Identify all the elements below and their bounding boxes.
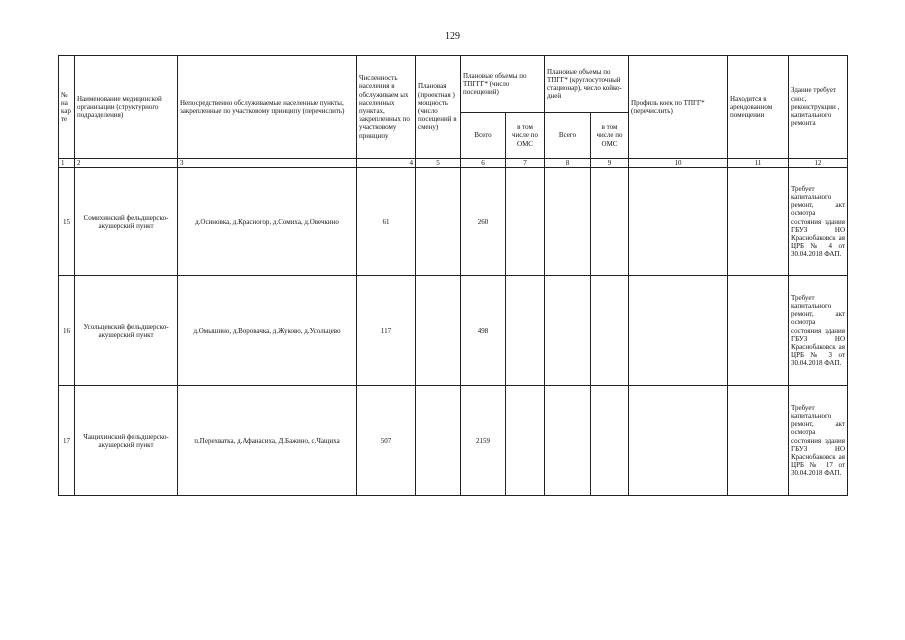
table-row <box>59 168 848 276</box>
row-population: 507 <box>357 386 416 496</box>
row-visits-oms <box>506 276 545 386</box>
page-number: 129 <box>445 31 460 42</box>
col-number: 10 <box>629 159 728 168</box>
col-number: 9 <box>591 159 629 168</box>
table-row <box>59 276 848 386</box>
col-number: 8 <box>545 159 591 168</box>
row-num: 17 <box>59 386 75 496</box>
header-row-1 <box>59 56 848 113</box>
row-capacity <box>416 386 461 496</box>
header-stationary-oms: в том числе по ОМС <box>591 113 629 159</box>
table-row <box>59 386 848 496</box>
header-visits: Плановые объемы по ТПГГГ* (число посещений) <box>461 56 545 113</box>
col-number: 7 <box>506 159 545 168</box>
row-stationary-total <box>545 386 591 496</box>
row-profile <box>629 276 728 386</box>
row-rented <box>728 386 789 496</box>
facility-table <box>58 55 848 496</box>
col-number: 12 <box>789 159 848 168</box>
row-stationary-oms <box>591 386 629 496</box>
row-served: п.Перехватка, д.Афанасиха, Д.Бажино, с.Чащиха <box>178 386 357 496</box>
header-building: Здание требует снос, реконструкции , капитального ремонта <box>789 56 848 159</box>
row-rented <box>728 276 789 386</box>
row-population: 117 <box>357 276 416 386</box>
row-visits-total: 498 <box>461 276 506 386</box>
header-num: № на кар те <box>59 56 75 159</box>
row-visits-total: 260 <box>461 168 506 276</box>
col-number: 4 <box>357 159 416 168</box>
row-stationary-oms <box>591 168 629 276</box>
row-stationary-total <box>545 276 591 386</box>
row-visits-oms <box>506 386 545 496</box>
header-capacity: Плановая (проектная ) мощность (число посещений в смену) <box>416 56 461 159</box>
col-number: 1 <box>59 159 75 168</box>
column-number-row <box>59 159 848 168</box>
header-rented: Находится в арендованном помещении <box>728 56 789 159</box>
row-visits-oms <box>506 168 545 276</box>
row-visits-total: 2159 <box>461 386 506 496</box>
header-stationary-total: Всего <box>545 113 591 159</box>
row-stationary-total <box>545 168 591 276</box>
header-stationary: Плановые объемы по ТПГГ* (круглосуточный стационар), число койко-дней <box>545 56 629 113</box>
row-profile <box>629 168 728 276</box>
row-num: 15 <box>59 168 75 276</box>
row-capacity <box>416 168 461 276</box>
row-stationary-oms <box>591 276 629 386</box>
row-rented <box>728 168 789 276</box>
row-capacity <box>416 276 461 386</box>
header-visits-oms: в том числе по ОМС <box>506 113 545 159</box>
row-building-note: Требует капитального ремонт, акт осмотра состояния здания ГБУЗ НО Краснобаковск ая ЦРБ № 4 от 30.04.2018 ФАП. <box>789 168 848 276</box>
row-building-note: Требует капитального ремонт, акт осмотра состояния здания ГБУЗ НО Краснобаковск ая ЦРБ № 3 от 30.04.2018 ФАП. <box>789 276 848 386</box>
header-population: Численность населения в обслуживаем ых населенных пунктах, закрепленных по участковому принципу <box>357 56 416 159</box>
header-profile: Профиль коек по ТПГГ* (перечислить) <box>629 56 728 159</box>
row-num: 16 <box>59 276 75 386</box>
row-served: д.Омышино, д.Воровачка, д.Жуково, д.Усольцево <box>178 276 357 386</box>
row-building-note: Требует капитального ремонт, акт осмотра состояния здания ГБУЗ НО Краснобаковск ая ЦРБ № 17 от 30.04.2018 ФАП. <box>789 386 848 496</box>
col-number: 2 <box>75 159 178 168</box>
header-visits-total: Всего <box>461 113 506 159</box>
header-org: Наименование медицинской организации (структурного подразделения) <box>75 56 178 159</box>
row-profile <box>629 386 728 496</box>
row-served: д.Осиновка, д.Красногор, д.Сомиха, д.Овечкино <box>178 168 357 276</box>
row-org: Чащихинский фельдшерско-акушерский пункт <box>75 386 178 496</box>
row-population: 61 <box>357 168 416 276</box>
row-org: Усольцевский фельдшерско-акушерский пункт <box>75 276 178 386</box>
col-number: 11 <box>728 159 789 168</box>
col-number: 5 <box>416 159 461 168</box>
row-org: Сомихинский фельдшерско-акушерский пункт <box>75 168 178 276</box>
col-number: 6 <box>461 159 506 168</box>
header-served: Непосредственно обслуживаемые населенные пункты, закрепленные по участковому принципу (перечислить) <box>178 56 357 159</box>
col-number: 3 <box>178 159 357 168</box>
